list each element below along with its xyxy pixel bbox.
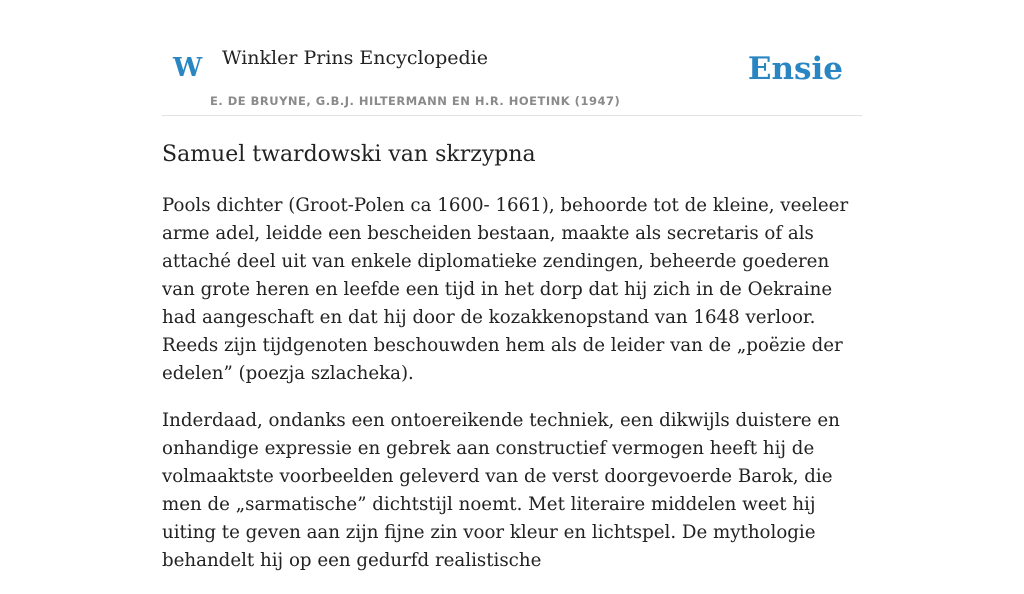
source-header [162, 0, 862, 116]
source-title[interactable]: Winkler Prins Encyclopedie [222, 47, 488, 69]
article-content [162, 192, 862, 594]
entry-title: Samuel twardowski van skrzypna [162, 142, 536, 167]
source-authors: E. DE BRUYNE, G.B.J. HILTERMANN EN H.R. HOETINK (1947) [210, 94, 621, 108]
page [162, 0, 862, 571]
ensie-brand-link[interactable]: Ensie [747, 51, 843, 87]
article-paragraph-2: Inderdaad, ondanks een ontoereikende techniek, een dikwijls duistere en onhandige expressie en gebrek aan constructief vermogen heeft hij de volmaaktste voorbeelden geleverd van de verst doorgevoerde Barok, die men de „sarmatische” dichtstijl noemt. Met literaire middelen weet hij uiting te geven aan zijn fijne zin voor kleur en lichtspel. De mythologie behandelt hij op een gedurfd realistische [162, 410, 840, 571]
article-paragraph-1: Pools dichter (Groot-Polen ca 1600- 1661), behoorde tot de kleine, veeleer arme adel, leidde een bescheiden bestaan, maakte als secretaris of als attaché deel uit van enkele diplomatieke zendingen, beheerde goederen van grote heren en leefde een tijd in het dorp dat hij zich in de Oekraine had aangeschaft en dat hij door de kozakkenopstand van 1648 verloor. Reeds zijn tijdgenoten beschouwden hem als de leider van de „poëzie der edelen” (poezja szlacheka). [162, 195, 849, 384]
winkler-prins-logo-icon[interactable]: W [173, 53, 203, 83]
